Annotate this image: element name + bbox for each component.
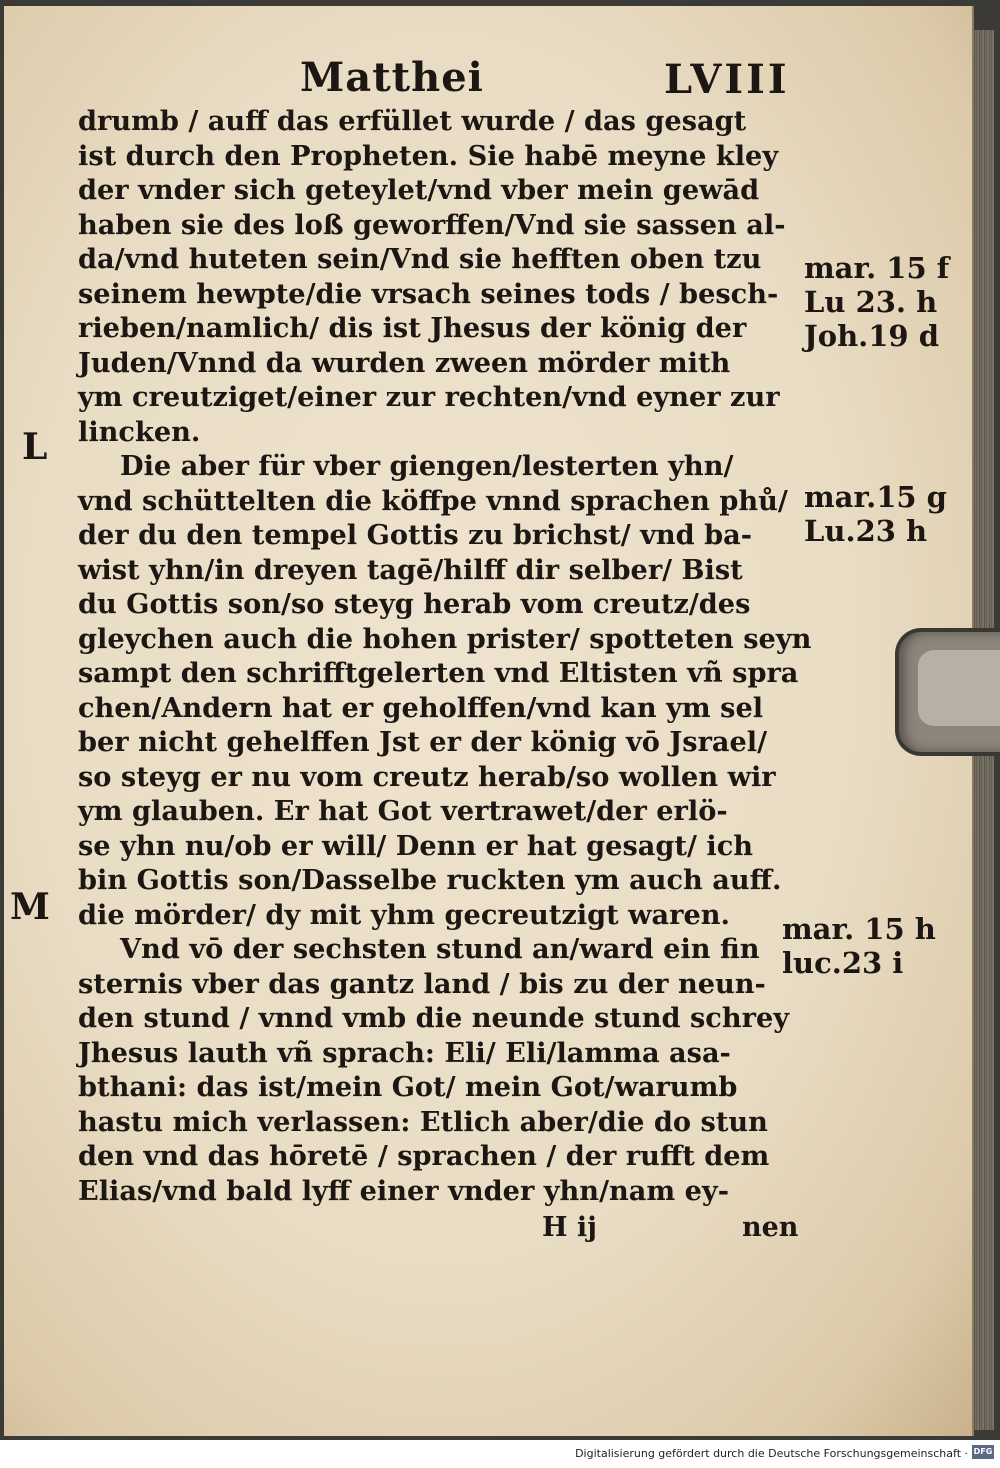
- page-paper: [4, 6, 974, 1436]
- running-title: Matthei: [300, 54, 484, 101]
- text-line: vnd schüttelten die köffpe vnnd sprachen phů/: [78, 484, 788, 517]
- text-line: den stund / vnnd vmb die neunde stund schrey: [78, 1002, 790, 1034]
- margin-note: [804, 251, 949, 353]
- folio-number: LVIII: [664, 56, 790, 103]
- text-line: hastu mich verlassen: Etlich aber/die do stun: [78, 1105, 768, 1138]
- margin-note-line: Lu 23. h: [804, 285, 938, 319]
- text-line: Elias/vnd bald lyff einer vnder yhn/nam ey-: [78, 1174, 729, 1207]
- text-line: drumb / auff das erfüllet wurde / das gesagt: [78, 105, 747, 137]
- book-clasp-inner: [918, 650, 1000, 726]
- text-line: der du den tempel Gottis zu brichst/ vnd ba-: [78, 519, 753, 551]
- text-line: seinem hewpte/die vrsach seines tods / besch-: [78, 277, 779, 310]
- footer-credit: Digitalisierung gefördert durch die Deutsche Forschungsgemeinschaft ·: [575, 1447, 968, 1460]
- text-line: sampt den schrifftgelerten vnd Eltisten vñ spra: [78, 657, 799, 689]
- text-line: rieben/namlich/ dis ist Jhesus der könig der: [78, 312, 747, 344]
- section-letter-mark: M: [10, 886, 50, 928]
- text-line: sternis vber das gantz land / bis zu der neun-: [78, 967, 766, 1000]
- margin-note-line: mar.15 g: [804, 480, 947, 514]
- text-line: chen/Andern hat er geholffen/vnd kan ym sel: [78, 691, 764, 724]
- catchword: nen: [742, 1212, 799, 1243]
- digitization-footer: [0, 1440, 1000, 1468]
- text-line: ber nicht gehelffen Jst er der könig vō Jsrael/: [78, 726, 768, 758]
- text-line: Juden/Vnnd da wurden zween mörder mith: [78, 346, 731, 379]
- margin-note-line: luc.23 i: [782, 946, 904, 980]
- signature-mark: H ij: [542, 1212, 597, 1243]
- text-line: da/vnd huteten sein/Vnd sie hefften oben tzu: [78, 243, 762, 275]
- dfg-logo: DFG: [972, 1445, 994, 1459]
- margin-note-line: mar. 15 f: [804, 251, 950, 285]
- text-line: bin Gottis son/Dasselbe ruckten ym auch auff.: [78, 864, 782, 896]
- text-line: der vnder sich geteylet/vnd vber mein gewād: [78, 174, 760, 206]
- text-line: die mörder/ dy mit yhm gecreutzigt waren.: [78, 898, 731, 931]
- margin-note: [804, 480, 947, 548]
- text-line: den vnd das hōretē / sprachen / der rufft dem: [78, 1140, 770, 1172]
- text-line: so steyg er nu vom creutz herab/so wollen wir: [78, 760, 776, 793]
- text-line: lincken.: [78, 415, 201, 448]
- margin-note-line: Lu.23 h: [804, 514, 928, 548]
- margin-note-line: mar. 15 h: [782, 912, 936, 946]
- margin-note: [782, 912, 936, 980]
- section-letter-mark: L: [22, 426, 48, 468]
- text-line: se yhn nu/ob er will/ Denn er hat gesagt/ ich: [78, 829, 754, 862]
- text-line-paragraph-start: Vnd vō der sechsten stund an/ward ein fin: [120, 933, 760, 965]
- text-line: wist yhn/in dreyen tagē/hilff dir selber/ Bist: [78, 553, 743, 586]
- margin-note-line: Joh.19 d: [804, 319, 939, 353]
- text-line: ym creutziget/einer zur rechten/vnd eyner zur: [78, 381, 780, 413]
- text-line: du Gottis son/so steyg herab vom creutz/des: [78, 588, 751, 620]
- text-line: Jhesus lauth vñ sprach: Eli/ Eli/lamma asa-: [78, 1036, 731, 1069]
- text-line-paragraph-start: Die aber für vber giengen/lesterten yhn/: [120, 450, 734, 482]
- text-line: gleychen auch die hohen prister/ spotteten seyn: [78, 622, 812, 655]
- text-line: bthani: das ist/mein Got/ mein Got/warumb: [78, 1071, 738, 1103]
- text-line: ym glauben. Er hat Got vertrawet/der erlö-: [78, 795, 728, 827]
- text-line: haben sie des loß geworffen/Vnd sie sassen al-: [78, 208, 786, 241]
- text-line: ist durch den Propheten. Sie habē meyne kley: [78, 139, 779, 172]
- body-text: [78, 104, 812, 1208]
